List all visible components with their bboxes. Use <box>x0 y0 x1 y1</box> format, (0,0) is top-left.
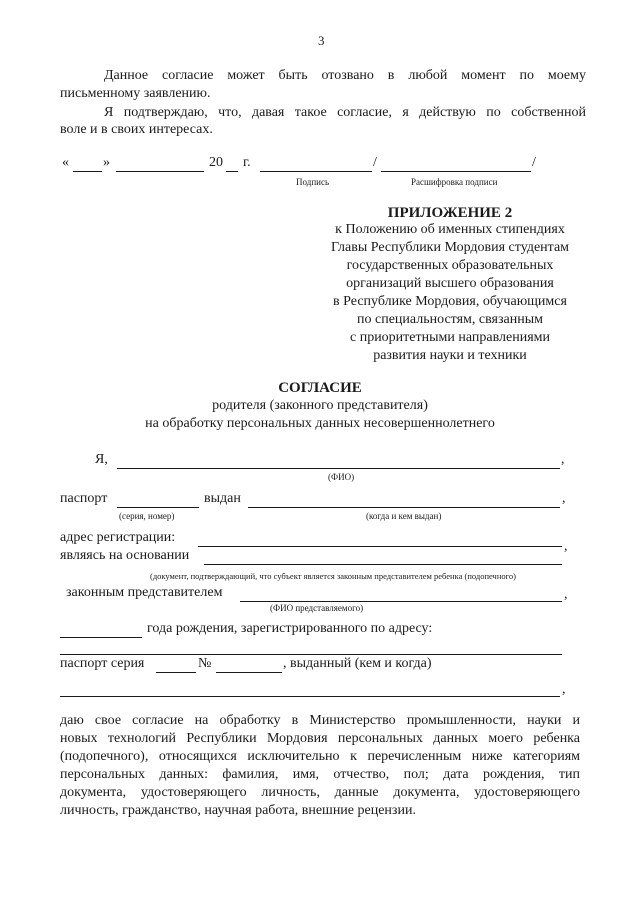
address-field[interactable] <box>198 546 562 547</box>
issued-by-label: , выданный (кем и когда) <box>283 656 432 671</box>
appendix-line: развития науки и техники <box>373 348 527 363</box>
appendix-line: с приоритетными направлениями <box>349 330 551 345</box>
issued-label: выдан <box>204 491 241 506</box>
passport-issued-field[interactable] <box>248 507 560 508</box>
day-blank[interactable] <box>73 171 102 172</box>
fio-field[interactable] <box>117 468 560 469</box>
birth-address-field[interactable] <box>60 654 562 655</box>
consent-title: СОГЛАСИЕ <box>278 380 362 396</box>
decoding-caption: Расшифровка подписи <box>411 177 498 187</box>
revocation-line-1: Данное согласие может быть отозвано в любой момент по моему <box>104 68 586 83</box>
basis-field[interactable] <box>204 564 562 565</box>
fio-comma: , <box>561 452 565 467</box>
ya-label: Я, <box>95 452 108 467</box>
passport-series-label: паспорт серия <box>60 656 145 671</box>
appendix-title: ПРИЛОЖЕНИЕ 2 <box>387 205 513 221</box>
issued-by-field[interactable] <box>60 696 560 697</box>
revocation-line-4: воле и в своих интересах. <box>60 122 213 137</box>
consent-text-line: (подопечного), относящихся исключительно к перечисленным ниже категориям <box>60 749 580 764</box>
birth-year-field[interactable] <box>60 637 142 638</box>
revocation-line-3: Я подтверждаю, что, давая такое согласие, я действую по собственной <box>104 105 586 120</box>
year-suffix: г. <box>243 155 251 170</box>
close-quote: » <box>103 155 110 170</box>
legal-rep-comma: , <box>564 587 568 602</box>
appendix-line: к Положению об именных стипендиях <box>335 222 565 237</box>
month-blank[interactable] <box>116 171 204 172</box>
fio-rep-caption: (ФИО представляемого) <box>270 603 364 613</box>
fio-caption: (ФИО) <box>328 472 355 482</box>
legal-rep-label: законным представителем <box>66 585 223 600</box>
year-prefix: 20 <box>209 155 223 170</box>
consent-text-line: новых технологий Республики Мордовия персональных данных моего ребенка <box>60 731 580 746</box>
appendix-line: организаций высшего образования <box>346 276 554 291</box>
passport-comma: , <box>562 491 566 506</box>
revocation-line-2: письменному заявлению. <box>60 86 211 101</box>
birth-label: года рождения, зарегистрированного по адресу: <box>147 621 433 636</box>
year-blank[interactable] <box>226 171 238 172</box>
consent-subtitle-1: родителя (законного представителя) <box>212 398 428 413</box>
consent-text-line: документа, удостоверяющего личность, данные документа, удостоверяющего <box>60 785 580 800</box>
appendix-line: государственных образовательных <box>346 258 554 273</box>
passport-number-field[interactable] <box>117 507 199 508</box>
passport-label: паспорт <box>60 491 108 506</box>
doc-caption: (документ, подтверждающий, что субъект является законным представителем ребенка (подопечного) <box>150 571 516 581</box>
consent-text-line: личность, гражданство, научная работа, внешние рецензии. <box>60 803 416 818</box>
consent-text-line: персональных данных: фамилия, имя, отчество, пол; дата рождения, тип <box>60 767 580 782</box>
appendix-line: по специальностям, связанным <box>357 312 543 327</box>
appendix-line: Главы Республики Мордовия студентам <box>330 240 570 255</box>
consent-text-line: даю свое согласие на обработку в Министерство промышленности, науки и <box>60 713 580 728</box>
legal-rep-field[interactable] <box>240 601 562 602</box>
consent-subtitle-2: на обработку персональных данных несовершеннолетнего <box>145 416 495 431</box>
basis-label: являясь на основании <box>60 548 190 563</box>
slash-2: / <box>532 155 536 170</box>
passport-series-field[interactable] <box>156 672 196 673</box>
issued-caption: (когда и кем выдан) <box>366 511 442 521</box>
slash-1: / <box>373 155 377 170</box>
page-number: 3 <box>318 33 325 48</box>
series-caption: (серия, номер) <box>119 511 175 521</box>
address-comma: , <box>564 539 568 554</box>
issued-by-comma: , <box>562 682 566 697</box>
decoding-blank[interactable] <box>381 171 531 172</box>
address-label: адрес регистрации: <box>60 530 176 545</box>
passport-number-2-field[interactable] <box>216 672 282 673</box>
appendix-line: в Республике Мордовия, обучающимся <box>333 294 567 309</box>
signature-caption: Подпись <box>296 177 330 187</box>
number-sign: № <box>198 656 212 671</box>
signature-blank[interactable] <box>260 171 372 172</box>
open-quote: « <box>62 155 69 170</box>
